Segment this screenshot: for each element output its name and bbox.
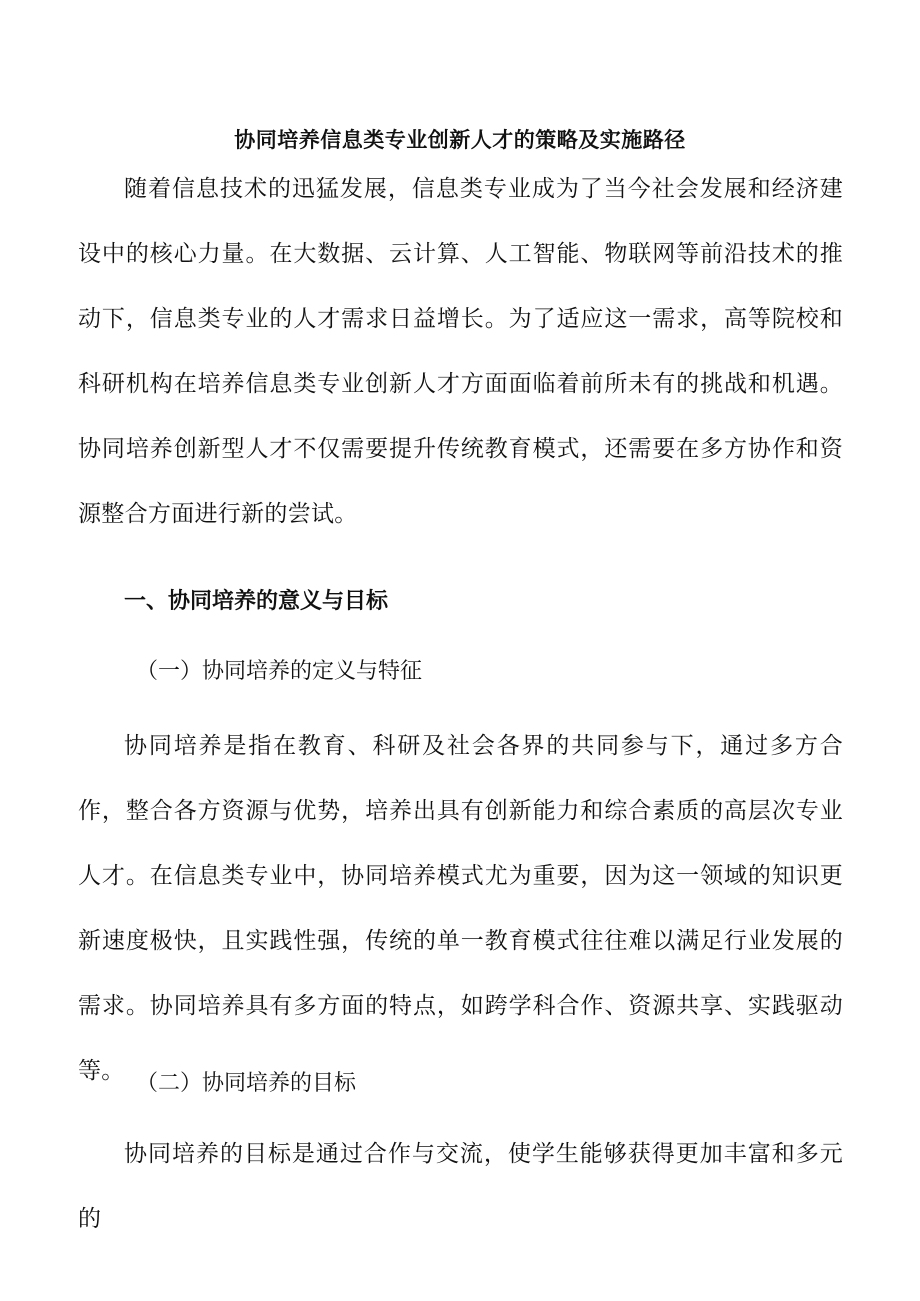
document-title: 协同培养信息类专业创新人才的策略及实施路径: [234, 128, 686, 152]
section-heading: 一、协同培养的意义与目标: [124, 589, 389, 614]
subsection-heading-1: （一）协同培养的定义与特征: [136, 659, 423, 684]
subsection-heading-2: （二）协同培养的目标: [136, 1071, 357, 1096]
subsection-paragraph-1: 协同培养是指在教育、科研及社会各界的共同参与下，通过多方合作，整合各方资源与优势，培养出具有创新能力和综合素质的高层次专业人才。在信息类专业中，协同培养模式尤为重要，因为这一领域的知识更新速度极快，且实践性强，传统的单一教育模式往往难以满足行业发展的需求。协同培养具有多方面的特点，如跨学科合作、资源共享、实践驱动等。: [78, 733, 843, 1084]
subsection-paragraph-2: 协同培养的目标是通过合作与交流，使学生能够获得更加丰富和多元的: [78, 1141, 843, 1232]
intro-paragraph: 随着信息技术的迅猛发展，信息类专业成为了当今社会发展和经济建设中的核心力量。在大数据、云计算、人工智能、物联网等前沿技术的推动下，信息类专业的人才需求日益增长。为了适应这一需求，高等院校和科研机构在培养信息类专业创新人才方面面临着前所未有的挑战和机遇。协同培养创新型人才不仅需要提升传统教育模式，还需要在多方协作和资源整合方面进行新的尝试。: [78, 176, 843, 527]
